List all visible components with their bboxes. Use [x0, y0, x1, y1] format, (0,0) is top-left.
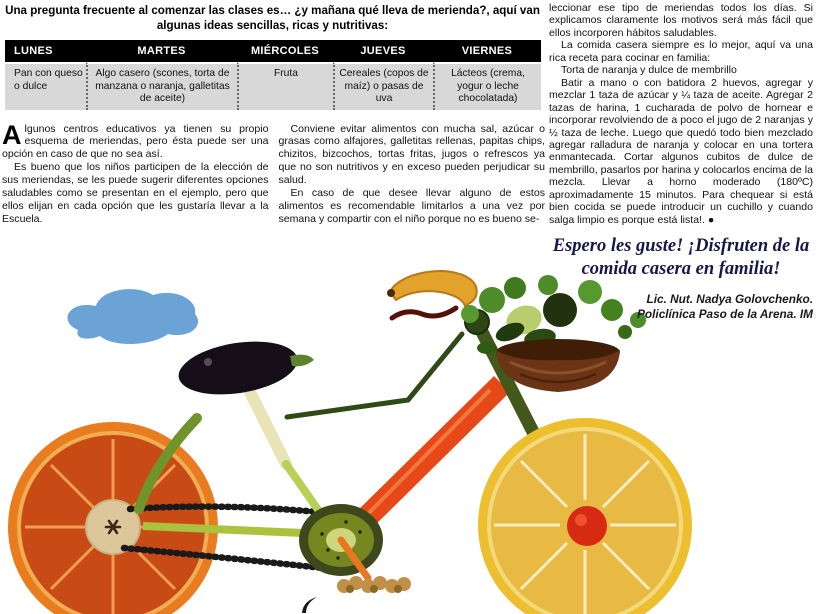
header-jueves: JUEVES	[333, 40, 433, 62]
cloud-icon	[68, 289, 199, 344]
article-heading	[0, 0, 545, 33]
cell-viernes: Lácteos (crema, yogur o leche chocolatada)	[433, 62, 541, 110]
header-miercoles: MIÉRCOLES	[237, 40, 333, 62]
cell-lunes: Pan con queso o dulce	[5, 62, 86, 110]
dropcap-letter: A	[2, 119, 22, 150]
heading-line-2: algunas ideas sencillas, ricas y nutritivas:	[156, 19, 389, 32]
heading-line-1: Una pregunta frecuente al comenzar las clases es… ¿y mañana qué lleva de merienda?, aquí van	[5, 4, 540, 17]
cell-martes: Algo casero (scones, torta de manzana o naranja, galletitas de aceite)	[86, 62, 237, 110]
recipe-title: Torta de naranja y dulce de membrillo	[561, 64, 737, 77]
paragraph: Conviene evitar alimentos con mucha sal, azúcar o grasas como alfajores, galletitas rellenas, papitas chips, chizitos, bizcochos, tortas fritas, jugos o refrescos ya que no son nutritivos y en exceso pueden perjudicar su salud.	[278, 122, 545, 187]
closing-message-line-2: comida casera en familia!	[581, 259, 781, 280]
text-column-1	[2, 119, 269, 226]
fusilli-pedal	[337, 576, 411, 593]
closing-message-line-1: Espero les guste! ¡Disfruten de la	[552, 236, 810, 257]
recipe-steps: Batir a mano o con batidora 2 huevos, agregar y mezclar 1 taza de azúcar y ¼ taza de aceite. Agregar 2 tazas de harina, 1 cucharada de polvo de hornear e incorporar revolviendo de a poco el jugo de 2 naranjas y ½ taza de leche. Luego que quedó todo bien mezclado agregar ralladura de naranja y colocar en una tortera enmantecada. Cortar algunos cubitos de dulce de membrillo, pasarlos por harina y colocarlos encima de la mezcla. Llevar a horno moderado (180ºC) aproximadamente 15 minutos. Para chequear si está bien cocida se puede introducir un cuchillo y cuando salga limpio es porque está lista!. ●	[549, 76, 813, 226]
author-institution: Policlínica Paso de la Arena. IM	[637, 306, 813, 321]
paragraph: La comida casera siempre es lo mejor, aquí va una rica receta para cocinar en familia:	[549, 39, 813, 64]
paragraph: leccionar ese tipo de meriendas todos los días. Si explicamos claramente los motivos será más fácil que ellos incorporen hábitos saludables.	[549, 2, 813, 39]
author-name: Lic. Nut. Nadya Golovchenko.	[646, 292, 813, 307]
banana-handlebar	[387, 271, 477, 306]
header-martes: MARTES	[86, 40, 237, 62]
celery-seat-post	[250, 392, 286, 464]
lemon-slice-wheel	[478, 418, 692, 614]
table-body-row	[5, 62, 541, 110]
accent-mark	[302, 597, 317, 613]
eggplant-seat	[175, 334, 314, 402]
text-column-2	[279, 123, 546, 226]
cell-jueves: Cereales (copos de maíz) o pasas de uva	[333, 62, 433, 110]
paragraph-text: lgunos centros educativos ya tienen su propio esquema de meriendas, pero ésta puede ser una opción en caso de que no sea así.	[2, 122, 269, 161]
chili-grip	[392, 308, 456, 318]
body-columns	[2, 119, 545, 226]
paragraph: En caso de que desee llevar alguno de estos alimentos es recomendable limitarlos a una vez por semana y compartir con el niño porque no es bueno se-	[278, 187, 545, 225]
weekly-snack-table	[5, 40, 541, 110]
orange-slice-wheel	[8, 422, 218, 614]
header-lunes: LUNES	[5, 40, 86, 62]
paragraph	[2, 119, 269, 162]
cherry-tomato-hub	[567, 506, 607, 546]
header-viernes: VIERNES	[433, 40, 541, 62]
paragraph: Es bueno que los niños participen de la elección de sus meriendas, se les puede sugerir diferentes opciones saludables como se presentan en el ejemplo, pero que ellos elijan en cada opción que les gustaría llevar a la Escuela.	[2, 161, 269, 225]
table-header-row	[5, 40, 541, 62]
green-bean-top-tube	[287, 334, 462, 417]
eggplant-calyx	[290, 355, 314, 367]
author-signature	[549, 292, 813, 321]
article-left-zone	[0, 0, 545, 226]
cell-miercoles: Fruta	[237, 62, 333, 110]
text-column-3	[549, 0, 813, 321]
closing-message	[549, 235, 813, 281]
